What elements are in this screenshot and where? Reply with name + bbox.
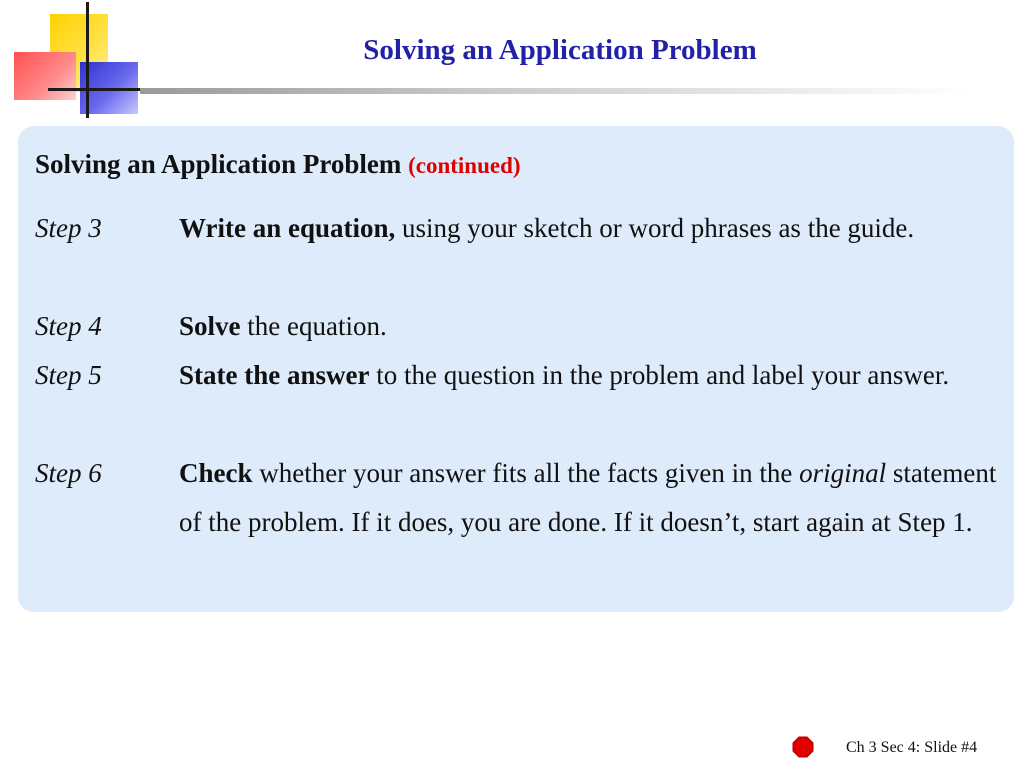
logo-horizontal-line: [48, 88, 148, 91]
step-text: [179, 449, 999, 547]
step-label: Step 4: [35, 311, 102, 341]
step-description: the equation.: [240, 311, 387, 341]
step-keyword: Check: [179, 458, 253, 488]
step-emphasis: original: [799, 458, 887, 488]
title-rule: [140, 88, 970, 94]
step-text: [179, 302, 999, 351]
step-description-end: statement of the problem. If it does, you are done. If it doesn’t, start again at Step 1.: [179, 458, 997, 537]
step-keyword: Solve: [179, 311, 241, 341]
step-text: [179, 351, 999, 400]
step-keyword: Write an equation,: [179, 213, 396, 243]
step-label: Step 3: [35, 213, 102, 243]
decorative-logo: [0, 0, 150, 125]
logo-vertical-line: [86, 2, 89, 118]
content-heading-text: Solving an Application Problem: [35, 149, 402, 179]
step-label: Step 5: [35, 360, 102, 390]
step-description: whether your answer fits all the facts given in the: [252, 458, 800, 488]
step-description: using your sketch or word phrases as the guide.: [395, 213, 915, 243]
content-box: [18, 126, 1014, 612]
continued-note: (continued): [408, 153, 521, 178]
step-label: Step 6: [35, 458, 102, 488]
logo-red-square: [14, 52, 76, 100]
step-description: to the question in the problem and label your answer.: [369, 360, 950, 390]
step-text: [179, 204, 999, 253]
slide-number: Ch 3 Sec 4: Slide #4: [846, 739, 978, 756]
step-keyword: State the answer: [179, 360, 370, 390]
stop-icon[interactable]: [792, 736, 814, 758]
slide-title: Solving an Application Problem: [363, 34, 757, 66]
content-heading: [35, 144, 521, 186]
